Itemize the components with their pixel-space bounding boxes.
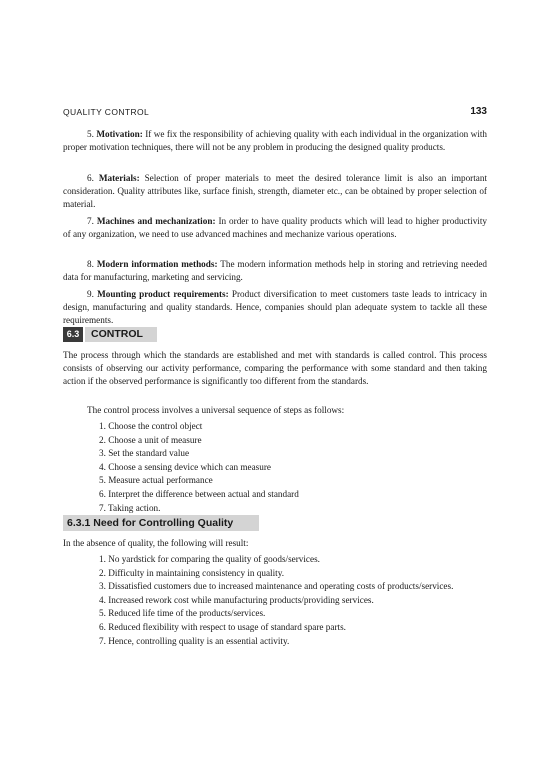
list-item: 4. Increased rework cost while manufacturing products/providing services. bbox=[99, 594, 374, 605]
list-item: 3. Set the standard value bbox=[99, 448, 190, 459]
list-item: 7. Hence, controlling quality is an essential activity. bbox=[99, 635, 290, 646]
item-text: Product diversification to meet customers taste leads to intricacy in design, manufacturing and quality standards. Hence, companies should plan adequate system to tackle all these requirements. bbox=[63, 289, 488, 326]
item-number: 5. bbox=[87, 129, 94, 139]
results-list bbox=[99, 553, 489, 648]
steps-intro: The control process involves a universal sequence of steps as follows: bbox=[87, 405, 345, 415]
item-number: 9. bbox=[87, 289, 94, 299]
running-head: QUALITY CONTROL bbox=[63, 107, 150, 117]
section-number: 6.3 bbox=[63, 327, 83, 342]
item-text: The modern information methods help in storing and retrieving needed data for manufacturing, marketing and servicing. bbox=[63, 259, 487, 283]
list-item: 1. No yardstick for comparing the quality of goods/services. bbox=[99, 554, 320, 564]
list-item-motivation bbox=[63, 128, 487, 154]
item-term: Mounting product requirements: bbox=[97, 289, 229, 299]
list-item: 2. Choose a unit of measure bbox=[99, 434, 202, 445]
item-term: Materials: bbox=[98, 173, 140, 183]
list-item: 6. Interpret the difference between actual and standard bbox=[99, 488, 299, 499]
item-number: 6. bbox=[87, 173, 94, 183]
item-text: In order to have quality products which will lead to higher productivity of any organization, we need to use advanced machines and mechanize various operations. bbox=[63, 216, 488, 240]
item-text: Selection of proper materials to meet the desired tolerance limit is also an important consideration. Quality attributes like, surface finish, strength, diameter etc., can be obtained by proper selection of material. bbox=[63, 173, 488, 210]
subsection-intro: In the absence of quality, the following will result: bbox=[63, 538, 249, 548]
list-item: 7. Taking action. bbox=[99, 502, 161, 513]
item-text: If we fix the responsibility of achieving quality with each individual in the organization with proper motivation techniques, there will not be any problem in producing the designed quality products. bbox=[63, 129, 488, 153]
item-term: Machines and mechanization: bbox=[96, 216, 216, 226]
list-item-materials bbox=[63, 172, 487, 212]
list-item-machines bbox=[63, 215, 487, 241]
list-item: 5. Reduced life time of the products/services. bbox=[99, 608, 266, 619]
subsection-title: 6.3.1 Need for Controlling Quality bbox=[63, 515, 259, 531]
list-item: 2. Difficulty in maintaining consistency in quality. bbox=[99, 567, 284, 578]
item-number: 7. bbox=[87, 216, 94, 226]
item-number: 8. bbox=[87, 259, 94, 269]
list-item-requirements bbox=[63, 288, 487, 328]
page-number: 133 bbox=[470, 106, 487, 117]
list-item: 5. Measure actual performance bbox=[99, 475, 213, 486]
list-item: 4. Choose a sensing device which can measure bbox=[99, 461, 271, 472]
section-title: CONTROL bbox=[85, 327, 157, 342]
control-steps-list bbox=[99, 420, 489, 515]
item-term: Modern information methods: bbox=[96, 259, 218, 269]
item-term: Motivation: bbox=[96, 129, 143, 139]
list-item: 1. Choose the control object bbox=[99, 421, 203, 431]
section-intro: The process through which the standards are established and met with standards is called control. This process consists of observing our activity performance, comparing the performance with some standard and then taking action if the observed performance is significantly too different from the standards. bbox=[63, 350, 487, 387]
list-item: 6. Reduced flexibility with respect to usage of standard spare parts. bbox=[99, 621, 346, 632]
list-item: 3. Dissatisfied customers due to increased maintenance and operating costs of products/services. bbox=[99, 581, 454, 592]
list-item-information bbox=[63, 258, 487, 284]
